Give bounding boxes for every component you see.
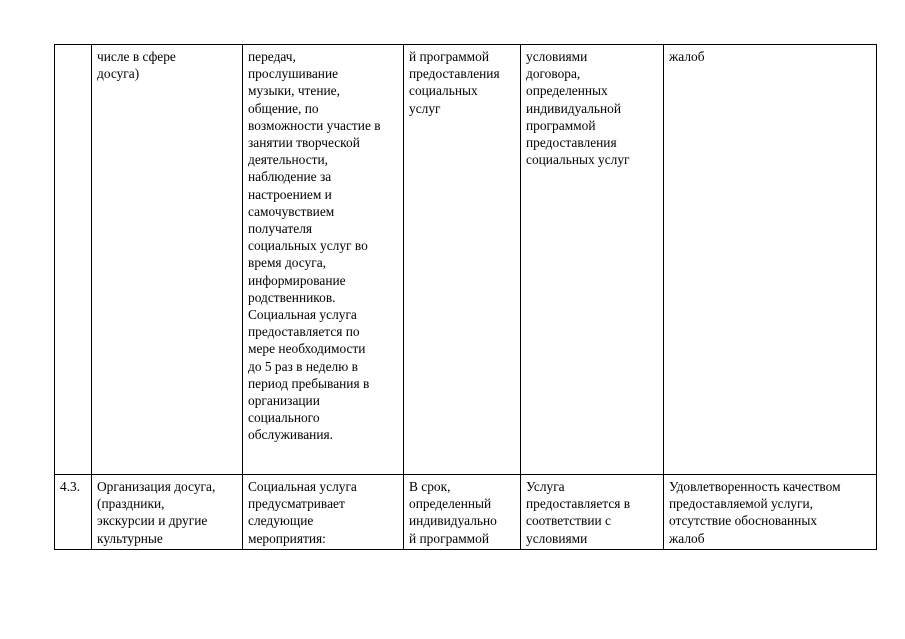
service-term-cell — [404, 475, 521, 550]
service-conditions-cell — [521, 475, 664, 550]
service-term: В срок, определенный индивидуально й программой — [409, 479, 497, 546]
service-quality: жалоб — [669, 49, 705, 64]
service-conditions: условиями договора, определенных индивидуальной программой предоставления социальных услуг — [526, 49, 630, 168]
service-conditions-cell — [521, 45, 664, 475]
row-number: 4.3. — [60, 479, 81, 494]
service-description: Социальная услуга предусматривает следующие мероприятия: — [248, 479, 357, 546]
service-quality-cell — [664, 45, 877, 475]
row-number-cell — [55, 45, 92, 475]
service-description-cell — [243, 475, 404, 550]
service-name-cell — [92, 475, 243, 550]
service-name-cell — [92, 45, 243, 475]
service-name: числе в сфере досуга) — [97, 49, 176, 82]
service-name: Организация досуга, (праздники, экскурсии и другие культурные — [97, 479, 216, 546]
service-term-cell — [404, 45, 521, 475]
table-row — [55, 45, 877, 475]
service-conditions: Услуга предоставляется в соответствии с условиями — [526, 479, 631, 546]
service-description: передач, прослушивание музыки, чтение, общение, по возможности участие в занятии творческой деятельности, наблюдение за настроением и самочувствием получателя социальных услуг во время досуга, информирование родственников. Социальная услуга предоставляется по мере необходимости до 5 раз в неделю в период пребывания в организации социального обслуживания. — [248, 49, 381, 443]
service-quality: Удовлетворенность качеством предоставляемой услуги, отсутствие обоснованных жалоб — [669, 479, 841, 546]
table-row — [55, 475, 877, 550]
row-number-cell — [55, 475, 92, 550]
service-description-cell — [243, 45, 404, 475]
service-term: й программой предоставления социальных услуг — [409, 49, 500, 116]
service-quality-cell — [664, 475, 877, 550]
services-table — [54, 44, 877, 550]
